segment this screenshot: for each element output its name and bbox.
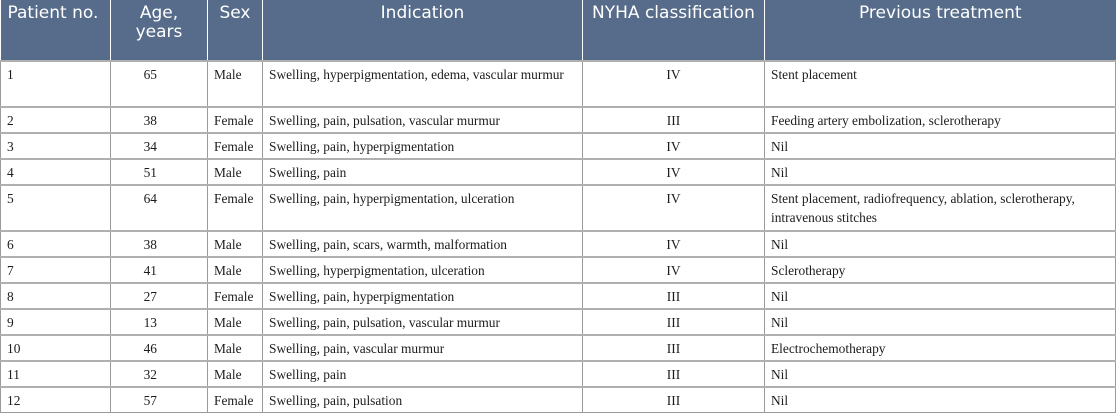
- cell-previous-treatment: Nil: [765, 283, 1116, 309]
- table-row: [1, 387, 1116, 413]
- cell-indication: Swelling, pain: [263, 159, 583, 185]
- cell-nyha: III: [583, 309, 765, 335]
- cell-sex: Female: [208, 185, 263, 231]
- cell-indication: Swelling, hyperpigmentation, edema, vascular murmur: [263, 61, 583, 107]
- cell-nyha: III: [583, 335, 765, 361]
- table-row: [1, 107, 1116, 133]
- cell-nyha: III: [583, 107, 765, 133]
- header-sex: Sex: [208, 0, 263, 61]
- cell-previous-treatment: Feeding artery embolization, sclerotherapy: [765, 107, 1116, 133]
- cell-patient-no: 8: [1, 283, 111, 309]
- cell-age: 65: [111, 61, 208, 107]
- cell-patient-no: 6: [1, 231, 111, 257]
- cell-previous-treatment: Sclerotherapy: [765, 257, 1116, 283]
- header-nyha: NYHA classification: [583, 0, 765, 61]
- cell-indication: Swelling, pain, pulsation: [263, 387, 583, 413]
- cell-indication: Swelling, hyperpigmentation, ulceration: [263, 257, 583, 283]
- cell-previous-treatment: Nil: [765, 133, 1116, 159]
- cell-sex: Male: [208, 61, 263, 107]
- cell-sex: Male: [208, 257, 263, 283]
- cell-previous-treatment: Electrochemotherapy: [765, 335, 1116, 361]
- cell-patient-no: 2: [1, 107, 111, 133]
- cell-nyha: III: [583, 361, 765, 387]
- table-row: [1, 159, 1116, 185]
- cell-previous-treatment: Nil: [765, 387, 1116, 413]
- cell-patient-no: 4: [1, 159, 111, 185]
- table-row: [1, 309, 1116, 335]
- table-row: [1, 283, 1116, 309]
- cell-nyha: IV: [583, 231, 765, 257]
- cell-previous-treatment: Nil: [765, 159, 1116, 185]
- cell-sex: Male: [208, 309, 263, 335]
- header-patient-no: Patient no.: [1, 0, 111, 61]
- cell-patient-no: 9: [1, 309, 111, 335]
- cell-indication: Swelling, pain, hyperpigmentation: [263, 283, 583, 309]
- cell-sex: Female: [208, 133, 263, 159]
- cell-age: 27: [111, 283, 208, 309]
- table-row: [1, 133, 1116, 159]
- cell-patient-no: 10: [1, 335, 111, 361]
- cell-indication: Swelling, pain, pulsation, vascular murmur: [263, 107, 583, 133]
- cell-indication: Swelling, pain, hyperpigmentation, ulceration: [263, 185, 583, 231]
- cell-age: 64: [111, 185, 208, 231]
- cell-age: 38: [111, 107, 208, 133]
- cell-nyha: IV: [583, 61, 765, 107]
- cell-nyha: IV: [583, 159, 765, 185]
- cell-age: 46: [111, 335, 208, 361]
- cell-previous-treatment: Nil: [765, 361, 1116, 387]
- cell-age: 13: [111, 309, 208, 335]
- cell-previous-treatment: Stent placement: [765, 61, 1116, 107]
- cell-sex: Female: [208, 283, 263, 309]
- cell-previous-treatment: Stent placement, radiofrequency, ablation, sclerotherapy, intravenous stitches: [765, 185, 1116, 231]
- cell-nyha: IV: [583, 133, 765, 159]
- cell-indication: Swelling, pain, pulsation, vascular murmur: [263, 309, 583, 335]
- cell-indication: Swelling, pain: [263, 361, 583, 387]
- cell-age: 51: [111, 159, 208, 185]
- cell-sex: Female: [208, 107, 263, 133]
- cell-sex: Female: [208, 387, 263, 413]
- cell-age: 57: [111, 387, 208, 413]
- cell-patient-no: 5: [1, 185, 111, 231]
- cell-patient-no: 12: [1, 387, 111, 413]
- header-previous-treatment: Previous treatment: [765, 0, 1116, 61]
- cell-age: 38: [111, 231, 208, 257]
- table-row: [1, 61, 1116, 107]
- cell-patient-no: 7: [1, 257, 111, 283]
- table-row: [1, 361, 1116, 387]
- cell-indication: Swelling, pain, hyperpigmentation: [263, 133, 583, 159]
- table-row: [1, 185, 1116, 231]
- cell-patient-no: 1: [1, 61, 111, 107]
- cell-age: 41: [111, 257, 208, 283]
- table-row: [1, 335, 1116, 361]
- cell-sex: Male: [208, 159, 263, 185]
- table-row: [1, 231, 1116, 257]
- cell-sex: Male: [208, 361, 263, 387]
- cell-previous-treatment: Nil: [765, 309, 1116, 335]
- header-row: [1, 0, 1116, 61]
- cell-age: 32: [111, 361, 208, 387]
- cell-sex: Male: [208, 335, 263, 361]
- cell-nyha: IV: [583, 185, 765, 231]
- table-body: [1, 61, 1116, 413]
- cell-patient-no: 3: [1, 133, 111, 159]
- cell-patient-no: 11: [1, 361, 111, 387]
- cell-nyha: IV: [583, 257, 765, 283]
- cell-nyha: III: [583, 283, 765, 309]
- header-indication: Indication: [263, 0, 583, 61]
- cell-age: 34: [111, 133, 208, 159]
- cell-nyha: III: [583, 387, 765, 413]
- cell-previous-treatment: Nil: [765, 231, 1116, 257]
- cell-sex: Male: [208, 231, 263, 257]
- header-age: Age, years: [111, 0, 208, 61]
- cell-indication: Swelling, pain, scars, warmth, malformation: [263, 231, 583, 257]
- table-row: [1, 257, 1116, 283]
- cell-indication: Swelling, pain, vascular murmur: [263, 335, 583, 361]
